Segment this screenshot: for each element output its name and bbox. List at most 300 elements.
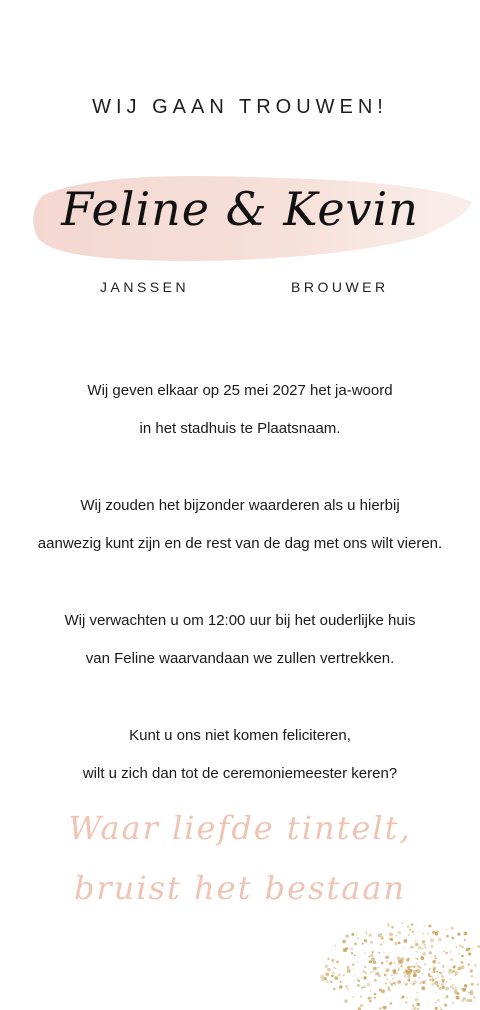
glitter-speck: [438, 977, 439, 978]
glitter-speck: [403, 982, 404, 983]
glitter-speck: [435, 932, 439, 936]
glitter-speck: [443, 971, 444, 972]
glitter-speck: [457, 992, 460, 995]
glitter-speck: [386, 956, 389, 959]
glitter-speck: [362, 943, 364, 945]
glitter-speck: [353, 997, 354, 998]
glitter-speck: [383, 941, 385, 943]
glitter-speck: [333, 988, 336, 991]
glitter-speck: [427, 933, 429, 935]
glitter-speck: [372, 971, 373, 972]
glitter-speck: [455, 995, 459, 999]
glitter-speck: [412, 1004, 414, 1006]
glitter-speck: [397, 980, 401, 984]
glitter-speck: [393, 969, 397, 973]
glitter-speck: [455, 971, 459, 975]
glitter-speck: [459, 944, 462, 947]
glitter-speck: [334, 967, 335, 968]
glitter-speck: [363, 976, 366, 979]
glitter-speck: [419, 966, 422, 969]
glitter-speck: [464, 984, 467, 987]
glitter-speck: [402, 922, 403, 923]
glitter-speck: [431, 941, 432, 942]
glitter-speck: [422, 940, 426, 944]
glitter-speck: [461, 1000, 464, 1003]
glitter-speck: [429, 968, 431, 970]
glitter-speck: [415, 958, 416, 959]
glitter-speck: [394, 962, 396, 964]
glitter-speck: [398, 967, 400, 969]
glitter-speck: [378, 967, 379, 968]
glitter-speck: [410, 946, 413, 949]
glitter-speck: [411, 923, 413, 925]
glitter-speck: [428, 1002, 429, 1003]
glitter-speck: [452, 984, 454, 986]
glitter-speck: [366, 931, 367, 932]
glitter-speck: [474, 964, 476, 966]
glitter-speck: [409, 970, 412, 973]
paragraph: [0, 717, 480, 793]
glitter-speck: [444, 998, 445, 999]
glitter-speck: [405, 1002, 407, 1004]
glitter-speck: [421, 956, 425, 960]
heading: WIJ GAAN TROUWEN!: [92, 96, 388, 118]
glitter-speck: [370, 954, 373, 957]
glitter-speck: [360, 996, 362, 998]
glitter-speck: [460, 961, 463, 964]
glitter-speck: [464, 939, 466, 941]
glitter-speck: [378, 934, 382, 938]
glitter-speck: [451, 927, 454, 930]
glitter-speck: [434, 992, 436, 994]
glitter-speck: [333, 963, 334, 964]
glitter-speck: [364, 939, 367, 942]
glitter-speck: [448, 987, 449, 988]
glitter-speck: [383, 951, 384, 952]
glitter-speck: [394, 942, 397, 945]
glitter-speck: [403, 948, 404, 949]
glitter-speck: [338, 973, 341, 976]
glitter-speck: [391, 975, 393, 977]
glitter-speck: [422, 933, 423, 934]
glitter-speck: [361, 987, 363, 989]
glitter-speck: [458, 953, 460, 955]
glitter-speck: [452, 1002, 454, 1004]
glitter-speck: [367, 980, 368, 981]
glitter-speck: [437, 999, 440, 1002]
glitter-speck: [361, 973, 362, 974]
glitter-speck: [381, 962, 384, 965]
glitter-speck: [378, 952, 380, 954]
glitter-speck: [369, 934, 372, 937]
paragraph: [0, 602, 480, 678]
glitter-speck: [437, 975, 438, 976]
glitter-speck: [350, 947, 353, 950]
glitter-speck: [436, 971, 438, 973]
glitter-speck: [425, 947, 426, 948]
glitter-speck: [369, 960, 372, 963]
glitter-speck: [436, 967, 437, 968]
glitter-speck: [378, 974, 380, 976]
glitter-speck: [428, 973, 431, 976]
glitter-speck: [374, 979, 377, 982]
glitter-speck: [446, 966, 447, 967]
glitter-speck: [366, 932, 368, 934]
glitter-speck: [434, 981, 438, 985]
glitter-speck: [390, 983, 393, 986]
glitter-speck: [373, 967, 377, 971]
glitter-speck: [445, 996, 448, 999]
glitter-speck: [321, 978, 324, 981]
glitter-speck: [410, 987, 411, 988]
glitter-speck: [415, 951, 416, 952]
glitter-speck: [421, 947, 423, 949]
glitter-speck: [351, 952, 353, 954]
glitter-speck: [368, 955, 370, 957]
glitter-speck: [413, 966, 415, 968]
glitter-speck: [391, 926, 394, 929]
paragraph-line: Wij verwachten u om 12:00 uur bij het ouderlijke huis: [64, 612, 416, 629]
glitter-speck: [441, 975, 443, 977]
glitter-speck: [375, 972, 378, 975]
glitter-speck: [396, 983, 397, 984]
couple-names: Feline & Kevin: [61, 182, 419, 236]
glitter-speck: [387, 923, 390, 926]
glitter-speck: [415, 998, 419, 1002]
glitter-speck: [369, 996, 372, 999]
glitter-speck: [398, 942, 401, 945]
glitter-speck: [433, 970, 436, 973]
glitter-speck: [461, 988, 463, 990]
glitter-speck: [471, 975, 473, 977]
glitter-speck: [439, 971, 443, 975]
glitter-speck: [439, 1006, 440, 1007]
glitter-speck: [401, 985, 402, 986]
glitter-speck: [374, 997, 376, 999]
glitter-speck: [439, 983, 440, 984]
glitter-speck: [418, 977, 419, 978]
glitter-speck: [344, 999, 347, 1002]
glitter-speck: [462, 988, 466, 992]
glitter-speck: [437, 985, 439, 987]
glitter-speck: [363, 970, 365, 972]
glitter-speck: [457, 933, 460, 936]
glitter-speck: [434, 955, 436, 957]
glitter-speck: [384, 974, 386, 976]
glitter-speck: [441, 979, 444, 982]
glitter-speck: [468, 952, 471, 955]
glitter-speck: [423, 944, 426, 947]
glitter-speck: [435, 1007, 438, 1010]
paragraph-line: wilt u zich dan tot de ceremoniemeester keren?: [82, 765, 398, 782]
glitter-speck: [443, 934, 444, 935]
glitter-speck: [390, 963, 392, 965]
glitter-speck: [421, 973, 422, 974]
glitter-speck: [332, 972, 334, 974]
glitter-speck: [389, 938, 392, 941]
glitter-speck: [419, 962, 420, 963]
glitter-speck: [370, 990, 372, 992]
glitter-speck: [418, 946, 422, 950]
glitter-speck: [387, 986, 389, 988]
glitter-speck: [413, 974, 417, 978]
glitter-speck: [461, 955, 464, 958]
glitter-speck: [427, 996, 428, 997]
glitter-speck: [371, 951, 373, 953]
glitter-speck: [383, 1006, 387, 1010]
glitter-speck: [346, 966, 349, 969]
surname-right: BROUWER: [291, 279, 389, 295]
glitter-speck: [394, 985, 395, 986]
glitter-speck: [416, 1003, 420, 1007]
glitter-speck: [461, 965, 465, 969]
glitter-speck: [446, 981, 447, 982]
glitter-speck: [398, 957, 399, 958]
glitter-speck: [363, 985, 366, 988]
glitter-speck: [445, 987, 449, 991]
glitter-speck: [404, 983, 408, 987]
glitter-speck: [347, 969, 351, 973]
paragraph-line: van Feline waarvandaan we zullen vertrekken.: [85, 650, 395, 667]
glitter-speck: [320, 975, 324, 979]
glitter-speck: [435, 978, 436, 979]
glitter-speck: [403, 939, 407, 943]
glitter-speck: [325, 972, 329, 976]
glitter-speck: [335, 944, 337, 946]
glitter-speck: [370, 941, 373, 944]
glitter-speck: [432, 960, 436, 964]
glitter-speck: [446, 935, 449, 938]
glitter-speck: [334, 976, 338, 980]
glitter-speck: [358, 985, 360, 987]
glitter-speck: [370, 972, 372, 974]
paragraph-line: aanwezig kunt zijn en de rest van de dag met ons wilt vieren.: [37, 535, 443, 552]
glitter-speck: [407, 925, 410, 928]
glitter-speck: [477, 983, 479, 985]
glitter-speck: [390, 990, 391, 991]
glitter-speck: [336, 960, 339, 963]
glitter-speck: [424, 963, 426, 965]
glitter-speck: [463, 944, 464, 945]
glitter-speck: [324, 977, 327, 980]
glitter-speck: [354, 974, 355, 975]
glitter-speck: [373, 961, 376, 964]
glitter-speck: [347, 988, 349, 990]
glitter-speck: [367, 983, 371, 987]
glitter-speck: [431, 945, 434, 948]
glitter-speck: [415, 962, 417, 964]
glitter-speck: [450, 966, 451, 967]
glitter-speck: [446, 929, 447, 930]
glitter-speck: [453, 965, 456, 968]
glitter-speck: [377, 967, 378, 968]
glitter-speck: [396, 935, 398, 937]
glitter-speck: [409, 979, 410, 980]
glitter-speck: [429, 924, 432, 927]
glitter-speck: [450, 951, 452, 953]
glitter-speck: [385, 969, 388, 972]
glitter-speck: [385, 982, 388, 985]
glitter-speck: [470, 990, 473, 993]
glitter-speck: [413, 970, 417, 974]
glitter-speck: [369, 1000, 372, 1003]
glitter-speck: [449, 978, 451, 980]
glitter-speck: [399, 956, 400, 957]
glitter-speck: [444, 1003, 447, 1006]
glitter-speck: [451, 972, 452, 973]
glitter-speck: [356, 979, 358, 981]
glitter-speck: [412, 931, 414, 933]
glitter-speck: [345, 934, 348, 937]
glitter-speck: [365, 952, 366, 953]
glitter-speck: [351, 933, 354, 936]
glitter-speck: [357, 961, 359, 963]
glitter-speck: [448, 971, 451, 974]
glitter-speck: [411, 965, 413, 967]
paragraph: [0, 372, 480, 448]
glitter-speck: [470, 951, 471, 952]
glitter-speck: [411, 983, 412, 984]
glitter-speck: [474, 977, 475, 978]
glitter-speck: [331, 974, 334, 977]
glitter-speck: [352, 963, 355, 966]
glitter-speck: [399, 962, 401, 964]
glitter-speck: [467, 948, 470, 951]
quote-line: bruist het bestaan: [73, 869, 407, 907]
glitter-speck: [374, 993, 377, 996]
paragraph-line: in het stadhuis te Plaatsnaam.: [139, 420, 341, 437]
glitter-speck: [395, 965, 396, 966]
glitter-speck: [340, 981, 342, 983]
glitter-speck: [464, 932, 468, 936]
glitter-speck: [470, 969, 473, 972]
gold-glitter-decoration: [270, 860, 480, 1010]
glitter-speck: [441, 983, 444, 986]
glitter-speck: [398, 969, 400, 971]
glitter-speck: [324, 964, 328, 968]
glitter-speck: [474, 947, 475, 948]
glitter-speck: [407, 997, 408, 998]
glitter-speck: [379, 989, 382, 992]
glitter-speck: [454, 987, 458, 991]
glitter-speck: [415, 940, 417, 942]
glitter-speck: [393, 934, 394, 935]
glitter-speck: [438, 938, 442, 942]
glitter-speck: [471, 983, 474, 986]
glitter-speck: [407, 966, 410, 969]
glitter-speck: [415, 943, 418, 946]
glitter-speck: [443, 951, 444, 952]
glitter-speck: [397, 973, 398, 974]
glitter-speck: [392, 978, 394, 980]
glitter-speck: [413, 946, 415, 948]
glitter-speck: [404, 974, 407, 977]
glitter-speck: [467, 963, 470, 966]
glitter-speck: [354, 981, 355, 982]
glitter-speck: [422, 952, 426, 956]
paragraph-line: Wij zouden het bijzonder waarderen als u hierbij: [80, 497, 400, 514]
glitter-speck: [380, 943, 383, 946]
glitter-speck: [404, 970, 408, 974]
glitter-speck: [416, 992, 417, 993]
glitter-speck: [446, 952, 448, 954]
glitter-speck: [389, 1002, 392, 1005]
glitter-speck: [360, 1004, 363, 1007]
glitter-speck: [438, 955, 439, 956]
surname-left: JANSSEN: [100, 279, 190, 295]
glitter-speck: [435, 957, 437, 959]
glitter-speck: [345, 985, 348, 988]
glitter-speck: [438, 962, 440, 964]
glitter-speck: [418, 931, 420, 933]
glitter-speck: [380, 982, 381, 983]
glitter-speck: [473, 997, 475, 999]
glitter-speck: [431, 978, 434, 981]
glitter-speck: [413, 980, 417, 984]
glitter-speck: [426, 980, 427, 981]
glitter-speck: [408, 934, 411, 937]
invitation-text: [0, 372, 480, 832]
glitter-speck: [442, 965, 445, 968]
glitter-speck: [424, 925, 425, 926]
quote-line: Waar liefde tintelt,: [68, 809, 412, 847]
glitter-speck: [364, 972, 367, 975]
glitter-speck: [326, 980, 329, 983]
glitter-speck: [462, 946, 464, 948]
glitter-speck: [357, 937, 359, 939]
glitter-speck: [353, 954, 355, 956]
glitter-speck: [342, 974, 344, 976]
glitter-speck: [389, 981, 391, 983]
glitter-speck: [361, 977, 363, 979]
glitter-speck: [456, 946, 457, 947]
glitter-speck: [416, 958, 418, 960]
glitter-speck: [324, 961, 325, 962]
glitter-speck: [402, 996, 405, 999]
glitter-speck: [327, 968, 331, 972]
glitter-speck: [471, 948, 472, 949]
glitter-speck: [409, 928, 411, 930]
glitter-speck: [413, 934, 414, 935]
glitter-speck: [416, 951, 417, 952]
glitter-speck: [356, 933, 357, 934]
glitter-speck: [342, 940, 346, 944]
glitter-speck: [400, 965, 402, 967]
glitter-speck: [345, 947, 348, 950]
glitter-speck: [429, 951, 432, 954]
glitter-speck: [386, 960, 389, 963]
glitter-speck: [449, 969, 452, 972]
glitter-speck: [331, 960, 333, 962]
glitter-speck: [440, 1007, 441, 1008]
glitter-speck: [416, 969, 420, 973]
glitter-speck: [419, 981, 422, 984]
glitter-speck: [407, 979, 410, 982]
paragraph-line: Wij geven elkaar op 25 mei 2027 het ja-woord: [87, 382, 393, 399]
glitter-speck: [353, 969, 354, 970]
glitter-speck: [451, 937, 454, 940]
glitter-speck: [435, 1002, 437, 1004]
glitter-speck: [340, 986, 341, 987]
glitter-speck: [335, 968, 337, 970]
glitter-speck: [422, 980, 426, 984]
glitter-speck: [450, 958, 454, 962]
glitter-speck: [468, 991, 470, 993]
glitter-speck: [431, 983, 434, 986]
glitter-speck: [417, 1008, 419, 1010]
glitter-speck: [383, 989, 386, 992]
paragraph: [0, 487, 480, 563]
